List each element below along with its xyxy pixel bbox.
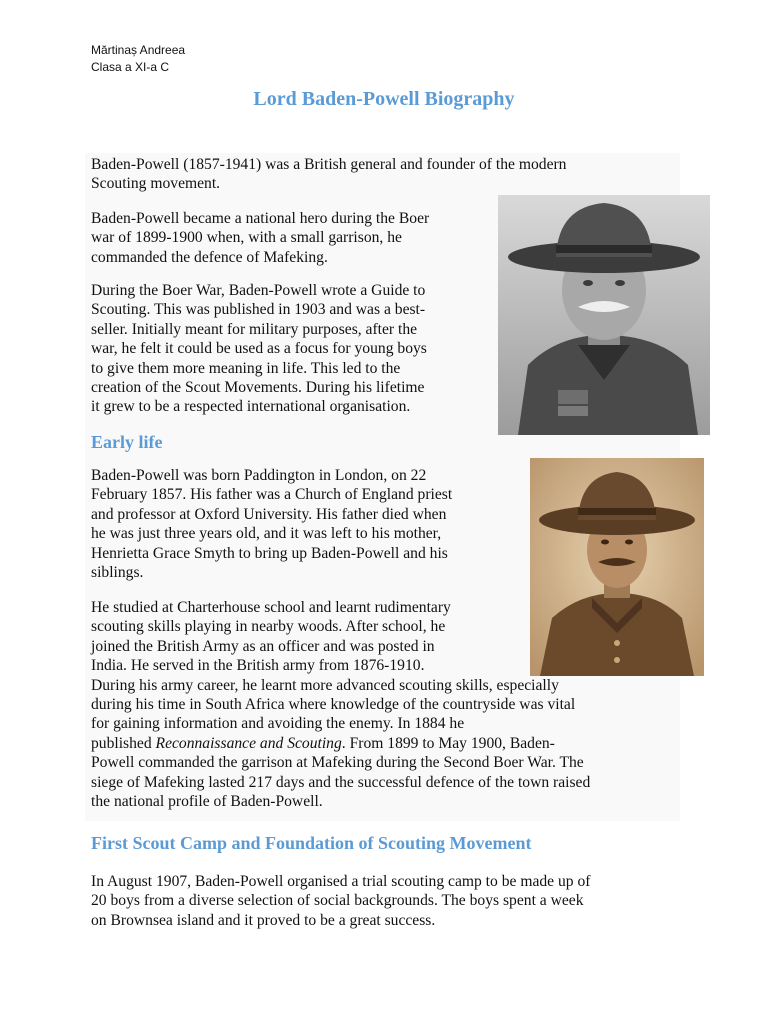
author-block <box>91 42 185 76</box>
page-title: Lord Baden-Powell Biography <box>253 88 515 110</box>
early-life-paragraph-1: Baden-Powell was born Paddington in London, on 22 February 1857. His father was a Church of England priest and professor at Oxford University. His father died when he was just three years old, and it was left to his mother, Henrietta Grace Smyth to bring up Baden-Powell and his siblings. <box>91 467 453 582</box>
early-life-paragraph-2: He studied at Charterhouse school and learnt rudimentary scouting skills playing in nearby woods. After school, he joined the British Army as an officer and was posted in India. He served in the British army from 1876-1910. During his army career, he learnt more advanced scouting skills, especially during his time in South Africa where knowledge of the countryside was vital for gaining information and avoiding the enemy. In 1884 he published Reconnaissance and Scouting. From 1899 to May 1900, Baden- Powell commanded the garrison at Mafeking during the Second Boer War. The siege of Mafeking lasted 217 days and the successful defence of the town raised the national profile of Baden-Powell. <box>91 599 591 811</box>
early-life-heading: Early life <box>91 432 163 452</box>
book-title: Reconnaissance and Scouting <box>155 734 342 752</box>
intro-paragraph-1: Baden-Powell (1857-1941) was a British general and founder of the modern Scouting movement. <box>91 156 567 193</box>
first-scout-camp-heading: First Scout Camp and Foundation of Scouting Movement <box>91 833 532 853</box>
intro-paragraph-3: During the Boer War, Baden-Powell wrote a Guide to Scouting. This was published in 1903 and was a best- seller. Initially meant for military purposes, after the war, he felt it could be used as a focus for young boys to give them more meaning in life. This led to the creation of the Scout Movements. During his lifetime it grew to be a respected international organisation. <box>91 282 427 416</box>
baden-powell-portrait-older <box>498 195 710 435</box>
first-scout-camp-paragraph: In August 1907, Baden-Powell organised a trial scouting camp to be made up of 20 boys from a diverse selection of social backgrounds. The boys spent a week on Brownsea island and it proved to be a great success. <box>91 873 591 929</box>
baden-powell-portrait-younger <box>530 458 704 676</box>
author-name: Mărtinaș Andreea <box>91 43 186 57</box>
intro-paragraph-2: Baden-Powell became a national hero during the Boer war of 1899-1900 when, with a small garrison, he commanded the defence of Mafeking. <box>91 210 430 266</box>
class-name: Clasa a XI-a C <box>91 60 170 74</box>
